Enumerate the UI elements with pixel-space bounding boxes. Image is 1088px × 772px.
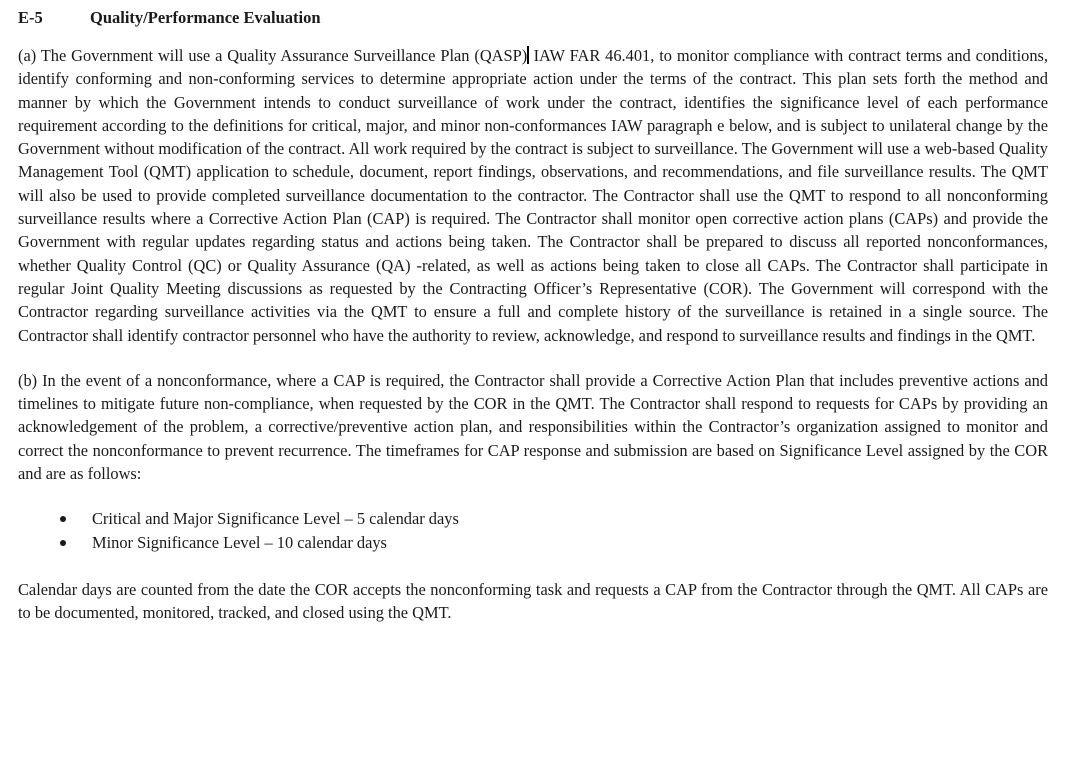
paragraph-a[interactable] <box>18 44 1048 347</box>
section-title: Quality/Performance Evaluation <box>90 8 321 27</box>
section-heading <box>18 6 1048 30</box>
paragraph-c[interactable]: Calendar days are counted from the date the COR accepts the nonconforming task and requests a CAP from the Contractor through the QMT. All CAPs are to be documented, monitored, tracked, and closed using the QMT. <box>18 579 1048 623</box>
list-item[interactable] <box>18 507 1048 530</box>
paragraph-a-lead: (a) The Government will use a Quality Assurance Surveillance Plan (QASP) <box>18 46 528 65</box>
bullet-icon <box>60 540 66 546</box>
section-number: E-5 <box>18 8 43 27</box>
paragraph-a-rest: IAW FAR 46.401, to monitor compliance with contract terms and conditions, identify conforming and non-conforming services to determine appropriate action under the terms of the contract. This plan sets forth the method and manner by which the Government intends to conduct surveillance of work under the contract, identifies the significance level of each performance requirement according to the definitions for critical, major, and minor non-conformances IAW paragraph e below, and is subject to unilateral change by the Government without modification of the contract. All work required by the contract is subject to surveillance. The Government will use a web-based Quality Management Tool (QMT) application to schedule, document, report findings, observations, and recommendations, and file surveillance results. The QMT will also be used to provide completed surveillance documentation to the contractor. The Contractor shall use the QMT to respond to all nonconforming surveillance results where a Corrective Action Plan (CAP) is required. The Contractor shall monitor open corrective action plans (CAPs) and provide the Government with regular updates regarding status and actions being taken. The Contractor shall be prepared to discuss all reported nonconformances, whether Quality Control (QC) or Quality Assurance (QA) -related, as well as actions being taken to close all CAPs. The Contractor shall participate in regular Joint Quality Meeting discussions as requested by the Contracting Officer’s Representative (COR). The Government will correspond with the Contractor regarding surveillance activities via the QMT to ensure a full and complete history of the surveillance is retained in a single source. The Contractor shall identify contractor personnel who have the authority to review, acknowledge, and respond to surveillance results and findings in the QMT. <box>18 46 1048 345</box>
list-item-text: Minor Significance Level – 10 calendar days <box>92 532 387 552</box>
bullet-icon <box>60 516 66 522</box>
cap-timeframe-list <box>18 507 1048 554</box>
list-item[interactable] <box>18 531 1048 554</box>
paragraph-b[interactable]: (b) In the event of a nonconformance, where a CAP is required, the Contractor shall provide a Corrective Action Plan that includes preventive actions and timelines to mitigate future non-compliance, when requested by the COR in the QMT. The Contractor shall respond to requests for CAPs by providing an acknowledgement of the problem, a corrective/preventive action plan, and responsibilities within the Contractor’s organization assigned to monitor and correct the nonconformance to prevent recurrence. The timeframes for CAP response and submission are based on Significance Level assigned by the COR and are as follows: <box>18 370 1048 484</box>
list-item-text: Critical and Major Significance Level – 5 calendar days <box>92 509 459 529</box>
